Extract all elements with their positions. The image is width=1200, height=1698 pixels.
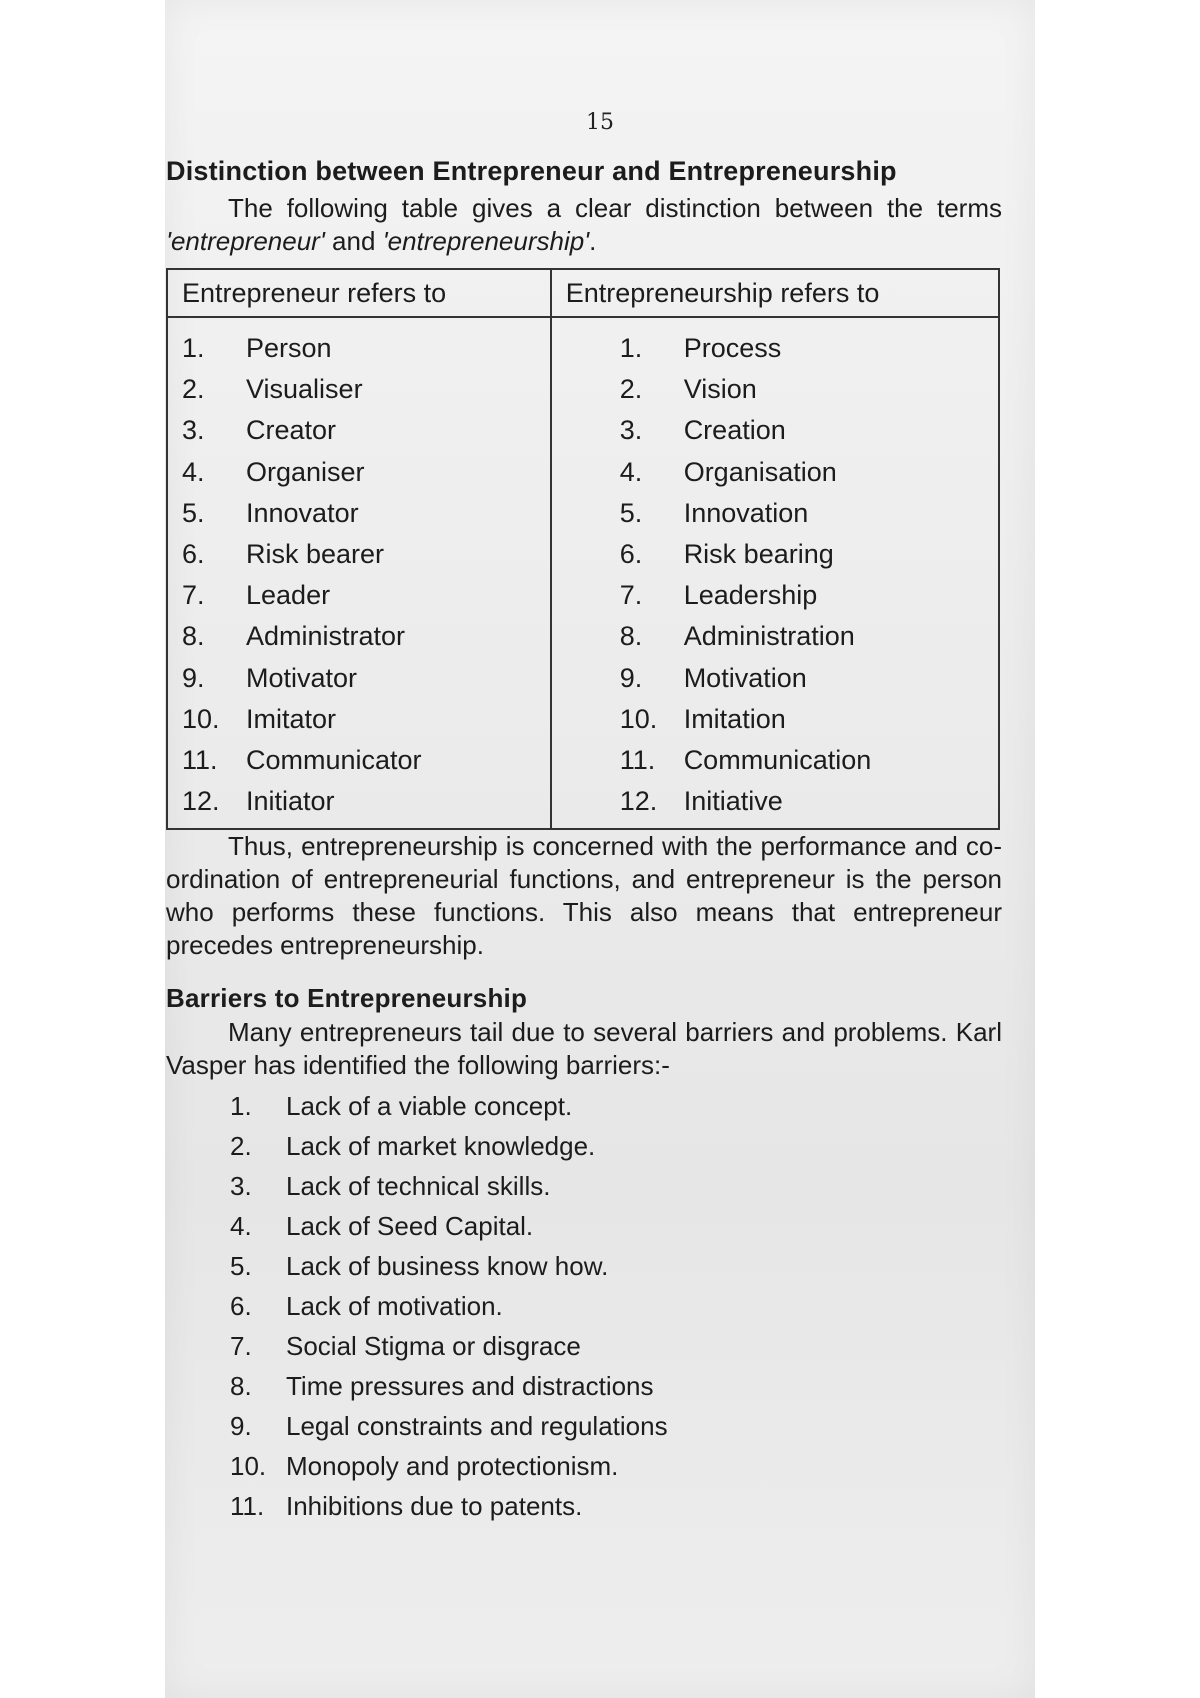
term-entrepreneurship: 'entrepreneurship' — [382, 226, 590, 256]
item-text: Imitation — [683, 703, 786, 734]
list-item — [182, 781, 536, 822]
list-item — [182, 369, 536, 410]
item-text: Risk bearing — [683, 538, 834, 569]
item-number: 8. — [619, 621, 643, 652]
item-text: Administrator — [246, 621, 406, 652]
list-item — [620, 452, 984, 493]
list-item — [230, 1446, 1002, 1486]
item-number: 7. — [619, 580, 643, 611]
item-text: Innovator — [246, 497, 359, 528]
list-item — [182, 740, 536, 781]
list-item — [230, 1286, 1002, 1326]
item-text: Vision — [683, 374, 757, 405]
list-item — [230, 1406, 1002, 1446]
list-item — [620, 575, 984, 616]
page-number: 15 — [586, 110, 614, 135]
item-number: 3. — [619, 415, 643, 446]
page-content — [166, 150, 1002, 1526]
list-item — [182, 534, 536, 575]
item-text: Creation — [683, 415, 786, 446]
item-text: Lack of technical skills. — [286, 1171, 551, 1202]
barriers-intro: Many entrepreneurs tail due to several barriers and problems. Karl Vasper has identified the following barriers:- — [166, 1017, 1002, 1081]
item-number: 4. — [182, 456, 205, 487]
item-text: Lack of market knowledge. — [286, 1131, 596, 1162]
list-item — [182, 575, 536, 616]
item-number: 1. — [182, 333, 205, 363]
distinction-intro: The following table gives a clear distinction between the terms 'entrepreneur' and 'entrepreneurship'. — [166, 193, 1002, 256]
item-text: Creator — [246, 415, 337, 446]
item-number: 10. — [230, 1451, 267, 1482]
item-text: Lack of Seed Capital. — [286, 1211, 534, 1242]
list-item — [230, 1326, 1002, 1366]
item-text: Monopoly and protectionism. — [286, 1451, 619, 1482]
item-text: Lack of a viable concept. — [286, 1091, 573, 1122]
item-text: Legal constraints and regulations — [286, 1411, 668, 1442]
entrepreneurship-column — [551, 317, 999, 829]
list-item — [182, 452, 536, 493]
item-number: 2. — [182, 374, 205, 405]
item-number: 1. — [230, 1091, 252, 1122]
list-item — [230, 1246, 1002, 1286]
list-item — [182, 328, 536, 369]
item-text: Time pressures and distractions — [286, 1371, 654, 1402]
list-item — [620, 781, 984, 822]
list-item — [620, 369, 984, 410]
item-text: Innovation — [683, 497, 809, 528]
item-number: 11. — [230, 1491, 265, 1522]
item-number: 5. — [230, 1251, 252, 1282]
item-number: 1. — [619, 333, 643, 363]
item-text: Imitator — [246, 703, 337, 734]
list-item — [620, 534, 984, 575]
list-item — [230, 1126, 1002, 1166]
list-item — [230, 1086, 1002, 1126]
item-number: 9. — [619, 662, 643, 693]
item-text: Leader — [246, 580, 331, 611]
list-item — [182, 410, 536, 451]
item-number: 7. — [230, 1331, 252, 1362]
item-text: Motivator — [246, 662, 358, 693]
list-item — [620, 740, 984, 781]
item-text: Communicator — [246, 744, 422, 775]
item-number: 3. — [230, 1171, 252, 1202]
section-heading-distinction: Distinction between Entrepreneur and Entrepreneurship — [166, 156, 897, 186]
list-item — [620, 410, 984, 451]
list-item — [620, 328, 984, 369]
item-number: 4. — [230, 1211, 252, 1242]
item-text: Lack of motivation. — [286, 1291, 503, 1322]
item-number: 6. — [230, 1291, 252, 1322]
list-item — [620, 493, 984, 534]
item-text: Organiser — [246, 456, 365, 487]
item-text: Organisation — [683, 456, 837, 487]
item-number: 8. — [230, 1371, 252, 1402]
item-text: Inhibitions due to patents. — [286, 1491, 583, 1522]
item-text: Lack of business know how. — [286, 1251, 609, 1282]
list-item — [230, 1366, 1002, 1406]
list-item — [620, 658, 984, 699]
barriers-list — [166, 1086, 1002, 1526]
item-text: Communication — [683, 744, 872, 775]
item-text: Process — [683, 333, 782, 363]
item-number: 11. — [182, 744, 218, 775]
item-text: Initiator — [246, 786, 335, 817]
term-entrepreneur: 'entrepreneur' — [166, 226, 325, 256]
distinction-table — [166, 268, 1000, 830]
item-number: 7. — [182, 580, 205, 611]
list-item — [230, 1206, 1002, 1246]
entrepreneur-column — [167, 317, 551, 829]
item-number: 11. — [619, 744, 656, 775]
list-item — [230, 1166, 1002, 1206]
item-number: 9. — [230, 1411, 252, 1442]
item-number: 3. — [182, 415, 205, 446]
item-number: 4. — [619, 456, 643, 487]
list-item — [182, 616, 536, 657]
item-number: 6. — [619, 538, 643, 569]
item-number: 12. — [182, 786, 220, 817]
item-number: 6. — [182, 538, 205, 569]
item-number: 10. — [619, 703, 658, 734]
item-number: 12. — [619, 786, 658, 817]
item-number: 2. — [230, 1131, 252, 1162]
item-text: Social Stigma or disgrace — [286, 1331, 581, 1362]
list-item — [182, 493, 536, 534]
item-number: 8. — [182, 621, 205, 652]
item-number: 9. — [182, 662, 205, 693]
item-number: 2. — [619, 374, 643, 405]
item-text: Administration — [683, 621, 855, 652]
item-text: Risk bearer — [246, 538, 385, 569]
conclusion-paragraph: Thus, entrepreneurship is concerned with the performance and co-ordination of entrepreneurial functions, and entrepreneur is the person who performs these functions. This also means that entrepreneur precedes entrepreneurship. — [166, 831, 1002, 961]
list-item — [182, 658, 536, 699]
item-text: Leadership — [683, 580, 818, 611]
item-number: 10. — [182, 703, 220, 734]
column-header-entrepreneurship: Entrepreneurship refers to — [551, 269, 999, 317]
list-item — [620, 699, 984, 740]
list-item — [620, 616, 984, 657]
item-text: Visualiser — [246, 374, 363, 405]
column-header-entrepreneur: Entrepreneur refers to — [167, 269, 551, 317]
item-text: Initiative — [683, 786, 783, 817]
item-text: Person — [246, 333, 332, 363]
list-item — [230, 1486, 1002, 1526]
item-number: 5. — [182, 497, 205, 528]
item-text: Motivation — [683, 662, 807, 693]
list-item — [182, 699, 536, 740]
section-heading-barriers: Barriers to Entrepreneurship — [166, 983, 528, 1014]
item-number: 5. — [619, 497, 643, 528]
